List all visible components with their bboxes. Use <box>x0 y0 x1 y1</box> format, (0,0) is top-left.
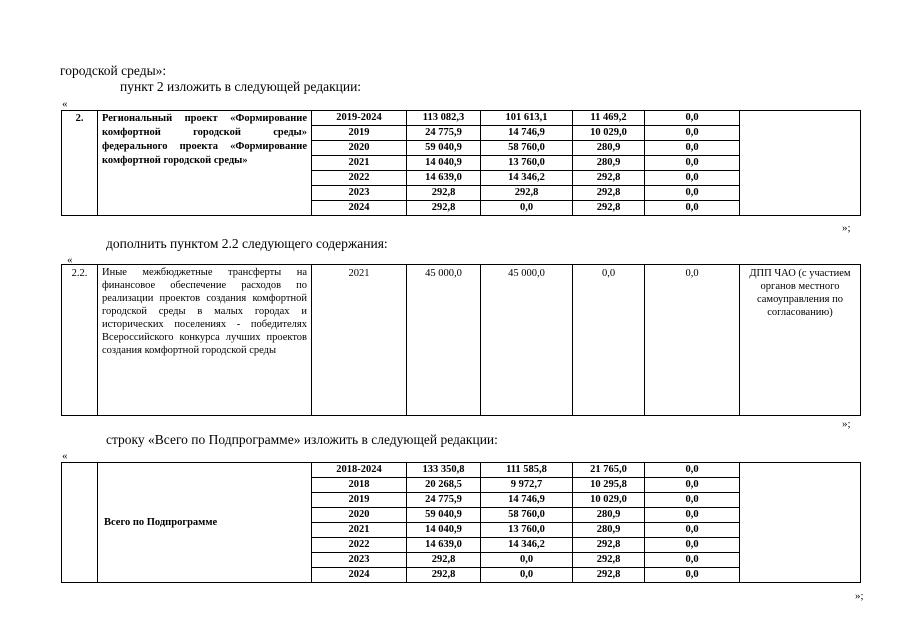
total-c1-cell: 14 746,9 <box>481 493 573 508</box>
section-2-total-cell: 292,8 <box>407 201 481 216</box>
add-point-heading: дополнить пунктом 2.2 следующего содержания: <box>106 236 388 251</box>
section-2-year-cell: 2019 <box>312 126 407 141</box>
total-total-cell: 14 040,9 <box>407 523 481 538</box>
section-2-year-row <box>62 111 861 126</box>
section-2-2-year: 2021 <box>312 265 407 416</box>
total-year-cell: 2022 <box>312 538 407 553</box>
section-2-c2-cell: 280,9 <box>573 141 645 156</box>
section-2-2-col3: 0,0 <box>645 265 740 416</box>
total-total-cell: 24 775,9 <box>407 493 481 508</box>
total-number-cell <box>62 463 98 583</box>
section-2-name: Региональный проект «Формирование комфортной городской среды» федерального проекта «Формирование комфортной городской среды» <box>98 111 312 216</box>
total-c2-cell: 21 765,0 <box>573 463 645 478</box>
total-c2-cell: 10 029,0 <box>573 493 645 508</box>
close-quote-2: »; <box>842 418 851 430</box>
section-2-year-cell: 2022 <box>312 171 407 186</box>
total-table <box>61 462 861 583</box>
section-2-c1-cell: 101 613,1 <box>481 111 573 126</box>
section-2-year-cell: 2024 <box>312 201 407 216</box>
total-c3-cell: 0,0 <box>645 553 740 568</box>
section-2-c1-cell: 58 760,0 <box>481 141 573 156</box>
section-2-total-cell: 24 775,9 <box>407 126 481 141</box>
total-c1-cell: 111 585,8 <box>481 463 573 478</box>
total-c3-cell: 0,0 <box>645 538 740 553</box>
open-quote-1: « <box>62 98 68 110</box>
total-c2-cell: 10 295,8 <box>573 478 645 493</box>
section-2-year-cell: 2021 <box>312 156 407 171</box>
total-c2-cell: 280,9 <box>573 508 645 523</box>
total-year-row <box>62 463 861 478</box>
intro-line-1: городской среды»: <box>60 63 167 78</box>
section-2-c2-cell: 11 469,2 <box>573 111 645 126</box>
open-quote-2: « <box>67 254 73 266</box>
section-2-year-cell: 2019-2024 <box>312 111 407 126</box>
total-c3-cell: 0,0 <box>645 508 740 523</box>
total-c2-cell: 292,8 <box>573 538 645 553</box>
section-2-table <box>61 110 861 216</box>
section-2-2-number: 2.2. <box>62 265 98 416</box>
section-2-c3-cell: 0,0 <box>645 201 740 216</box>
total-c2-cell: 292,8 <box>573 568 645 583</box>
total-c3-cell: 0,0 <box>645 493 740 508</box>
section-2-c3-cell: 0,0 <box>645 141 740 156</box>
section-2-c3-cell: 0,0 <box>645 171 740 186</box>
section-2-total-cell: 113 082,3 <box>407 111 481 126</box>
section-2-c3-cell: 0,0 <box>645 186 740 201</box>
section-2-c2-cell: 280,9 <box>573 156 645 171</box>
total-year-cell: 2023 <box>312 553 407 568</box>
section-2-c1-cell: 13 760,0 <box>481 156 573 171</box>
section-2-c1-cell: 14 346,2 <box>481 171 573 186</box>
section-2-2-total: 45 000,0 <box>407 265 481 416</box>
total-name: Всего по Подпрограмме <box>98 463 312 583</box>
section-2-c2-cell: 292,8 <box>573 201 645 216</box>
close-quote-1: »; <box>842 222 851 234</box>
total-year-cell: 2018-2024 <box>312 463 407 478</box>
total-c3-cell: 0,0 <box>645 523 740 538</box>
total-total-cell: 59 040,9 <box>407 508 481 523</box>
section-2-c2-cell: 292,8 <box>573 186 645 201</box>
section-2-total-cell: 14 040,9 <box>407 156 481 171</box>
section-2-2-executor: ДПП ЧАО (с участием органов местного самоуправления по согласованию) <box>740 265 861 416</box>
intro-line-2: пункт 2 изложить в следующей редакции: <box>120 79 362 94</box>
total-total-cell: 14 639,0 <box>407 538 481 553</box>
total-total-cell: 292,8 <box>407 568 481 583</box>
section-2-2-table <box>61 264 861 416</box>
section-2-c1-cell: 0,0 <box>481 201 573 216</box>
total-year-cell: 2020 <box>312 508 407 523</box>
section-2-total-cell: 59 040,9 <box>407 141 481 156</box>
total-total-cell: 292,8 <box>407 553 481 568</box>
section-2-c1-cell: 292,8 <box>481 186 573 201</box>
total-c1-cell: 0,0 <box>481 553 573 568</box>
section-2-number: 2. <box>62 111 98 216</box>
total-year-cell: 2021 <box>312 523 407 538</box>
section-2-2-name: Иные межбюджетные трансферты на финансовое обеспечение расходов по реализации проектов создания комфортной городской среды в малых городах и исторических поселениях - победителях Всероссийского конкурса лучших проектов создания комфортной городской среды <box>98 265 312 416</box>
section-2-c1-cell: 14 746,9 <box>481 126 573 141</box>
total-total-cell: 133 350,8 <box>407 463 481 478</box>
total-c2-cell: 280,9 <box>573 523 645 538</box>
section-2-executor-cell <box>740 111 861 216</box>
total-executor-cell <box>740 463 861 583</box>
total-c1-cell: 14 346,2 <box>481 538 573 553</box>
section-2-c3-cell: 0,0 <box>645 156 740 171</box>
total-year-cell: 2018 <box>312 478 407 493</box>
section-2-year-cell: 2020 <box>312 141 407 156</box>
section-2-2-row <box>62 265 861 416</box>
section-2-total-cell: 292,8 <box>407 186 481 201</box>
total-c3-cell: 0,0 <box>645 463 740 478</box>
total-year-cell: 2024 <box>312 568 407 583</box>
total-c2-cell: 292,8 <box>573 553 645 568</box>
total-total-cell: 20 268,5 <box>407 478 481 493</box>
open-quote-3: « <box>62 450 68 462</box>
total-c1-cell: 9 972,7 <box>481 478 573 493</box>
section-2-c3-cell: 0,0 <box>645 126 740 141</box>
section-2-2-col1: 45 000,0 <box>481 265 573 416</box>
section-2-c2-cell: 292,8 <box>573 171 645 186</box>
total-c1-cell: 0,0 <box>481 568 573 583</box>
section-2-c3-cell: 0,0 <box>645 111 740 126</box>
total-row-heading: строку «Всего по Подпрограмме» изложить в следующей редакции: <box>106 432 498 447</box>
total-c3-cell: 0,0 <box>645 478 740 493</box>
section-2-total-cell: 14 639,0 <box>407 171 481 186</box>
section-2-year-cell: 2023 <box>312 186 407 201</box>
section-2-2-col2: 0,0 <box>573 265 645 416</box>
total-year-cell: 2019 <box>312 493 407 508</box>
total-c1-cell: 13 760,0 <box>481 523 573 538</box>
total-c3-cell: 0,0 <box>645 568 740 583</box>
section-2-c2-cell: 10 029,0 <box>573 126 645 141</box>
close-quote-3: »; <box>855 590 864 602</box>
total-c1-cell: 58 760,0 <box>481 508 573 523</box>
